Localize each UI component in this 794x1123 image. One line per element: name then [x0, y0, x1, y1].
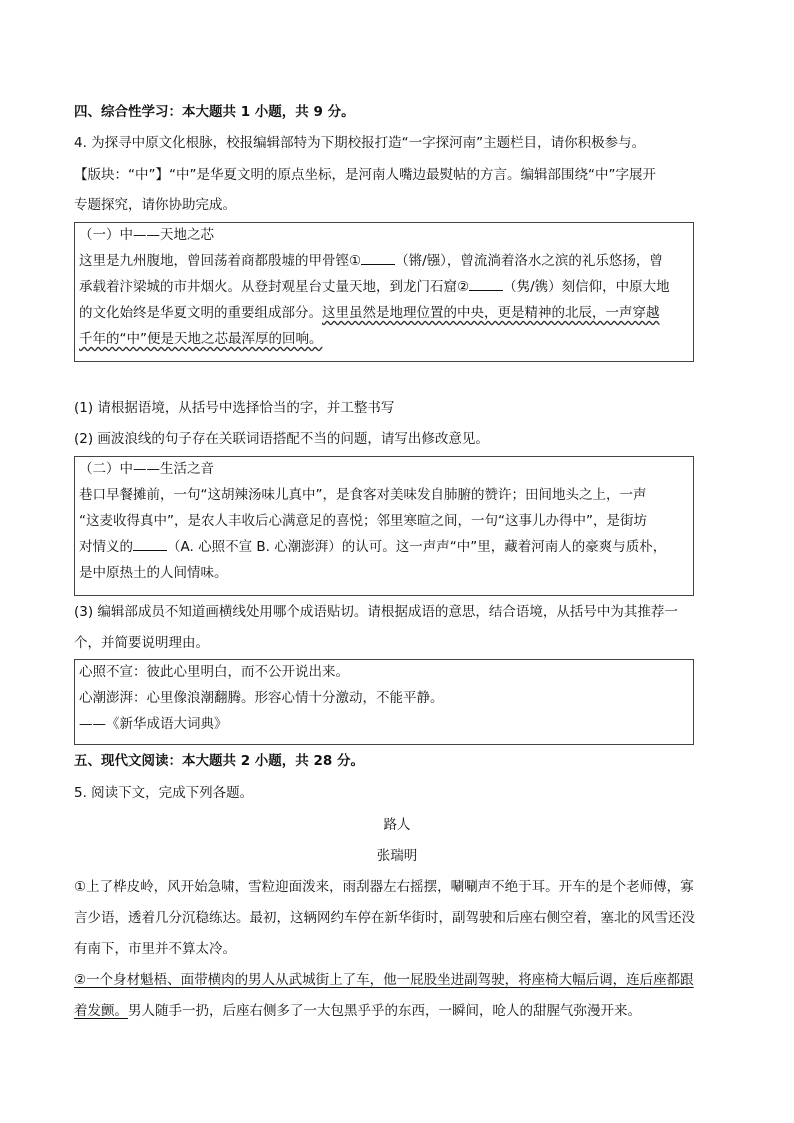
box2-line1: 巷口早餐摊前，一句“这胡辣汤味儿真中”，是食客对美味发自肺腑的赞许；田间地头之上，一声	[79, 487, 647, 503]
answer-blank-3[interactable]	[133, 538, 167, 551]
paragraph-2-line1: ②一个身材魁梧、面带横肉的男人从武城街上了车，他一屁股坐进副驾驶，将座椅大幅后调，连后座都跟	[74, 972, 694, 988]
box1-line3-wavy: 这里虽然是地理位置的中央，更是精神的北辰，一声穿越	[322, 305, 660, 321]
q4-block-line1: 【版块：“中”】“中”是华夏文明的原点坐标，是河南人嘴边最熨帖的方言。编辑部围绕“中”字展开	[74, 167, 656, 183]
paragraph-2-underlined: 着发颤。	[74, 1003, 128, 1019]
box1-title: （一）中——天地之芯	[79, 227, 214, 243]
box2-line3-b: （A. 心照不宣 B. 心潮澎湃）的认可。这一声声“中”里，藏着河南人的豪爽与质朴，	[167, 539, 667, 555]
box1-line2-a: 承载着汴梁城的市井烟火。从登封观星台丈量天地，到龙门石窟②	[79, 279, 470, 295]
box2-line3	[79, 537, 666, 557]
q4-block-line2: 专题探究，请你协助完成。	[74, 197, 236, 213]
q4-intro: 4. 为探寻中原文化根脉，校报编辑部特为下期校报打造“一字探河南”主题栏目，请你积极参与。	[74, 135, 646, 151]
box1-line4	[79, 329, 323, 349]
question-1: (1) 请根据语境，从括号中选择恰当的字，并工整书写	[74, 400, 395, 416]
paragraph-2-rest: 男人随手一扔，后座右侧多了一大包黑乎乎的东西，一瞬间，呛人的甜腥气弥漫开来。	[128, 1003, 641, 1019]
box1-line1-a: 这里是九州腹地，曾回荡着商都殷墟的甲骨铿①	[79, 253, 362, 269]
box1-line3	[79, 303, 660, 323]
story-title: 路人	[383, 817, 411, 833]
box2-line4: 是中原热土的人间情味。	[79, 565, 228, 581]
box2-title: （二）中——生活之音	[79, 461, 214, 477]
box1-line4-wavy: 千年的“中”便是天地之芯最浑厚的回响。	[79, 331, 323, 347]
idiom-source: ——《新华成语大词典》	[79, 716, 228, 732]
box1-line2	[79, 277, 670, 297]
answer-blank-2[interactable]	[469, 278, 503, 291]
box1-line2-b: （隽/镌）刻信仰，中原大地	[503, 279, 670, 295]
paragraph-1-line3: 有南下，市里并不算太冷。	[74, 941, 236, 957]
sec4-header: 四、综合性学习：本大题共 1 小题，共 9 分。	[74, 104, 355, 120]
box1-line3-a: 的文化始终是华夏文明的重要组成部分。	[79, 305, 322, 321]
paragraph-1-line2: 言少语，透着几分沉稳练达。最初，这辆网约车停在新华街时，副驾驶和后座右侧空着，塞北的风雪还没	[74, 910, 695, 926]
q5-intro: 5. 阅读下文，完成下列各题。	[74, 785, 254, 801]
idiom-def-2: 心潮澎湃：心里像浪潮翻腾。形容心情十分激动，不能平静。	[79, 690, 444, 706]
paragraph-1-line1: ①上了桦皮岭，风开始急啸，雪粒迎面泼来，雨刮器左右摇摆，唰唰声不绝于耳。开车的是个老师傅，寡	[74, 879, 694, 895]
box1-line1-b: （锵/镪），曾流淌着洛水之滨的礼乐悠扬，曾	[395, 253, 663, 269]
question-3-line1: (3) 编辑部成员不知道画横线处用哪个成语贴切。请根据成语的意思，结合语境，从括号中为其推荐一	[74, 604, 678, 620]
idiom-def-1: 心照不宣：彼此心里明白，而不公开说出来。	[79, 664, 349, 680]
answer-blank-1[interactable]	[361, 252, 395, 265]
passage-box-1	[74, 222, 694, 362]
box1-line1	[79, 251, 663, 271]
box2-line2: “这麦收得真中”，是农人丰收后心满意足的喜悦；邻里寒暄之间，一句“这事儿办得中”，是街坊	[79, 513, 647, 529]
story-author: 张瑞明	[376, 848, 418, 864]
question-3-line2: 个，并简要说明理由。	[74, 635, 209, 651]
box2-line3-a: 对情义的	[79, 539, 133, 555]
passage-box-2	[74, 456, 694, 596]
idiom-definition-box	[74, 659, 694, 745]
paragraph-2-line2	[74, 1001, 641, 1021]
sec5-header: 五、现代文阅读：本大题共 2 小题，共 28 分。	[74, 753, 364, 769]
question-2: (2) 画波浪线的句子存在关联词语搭配不当的问题，请写出修改意见。	[74, 431, 489, 447]
